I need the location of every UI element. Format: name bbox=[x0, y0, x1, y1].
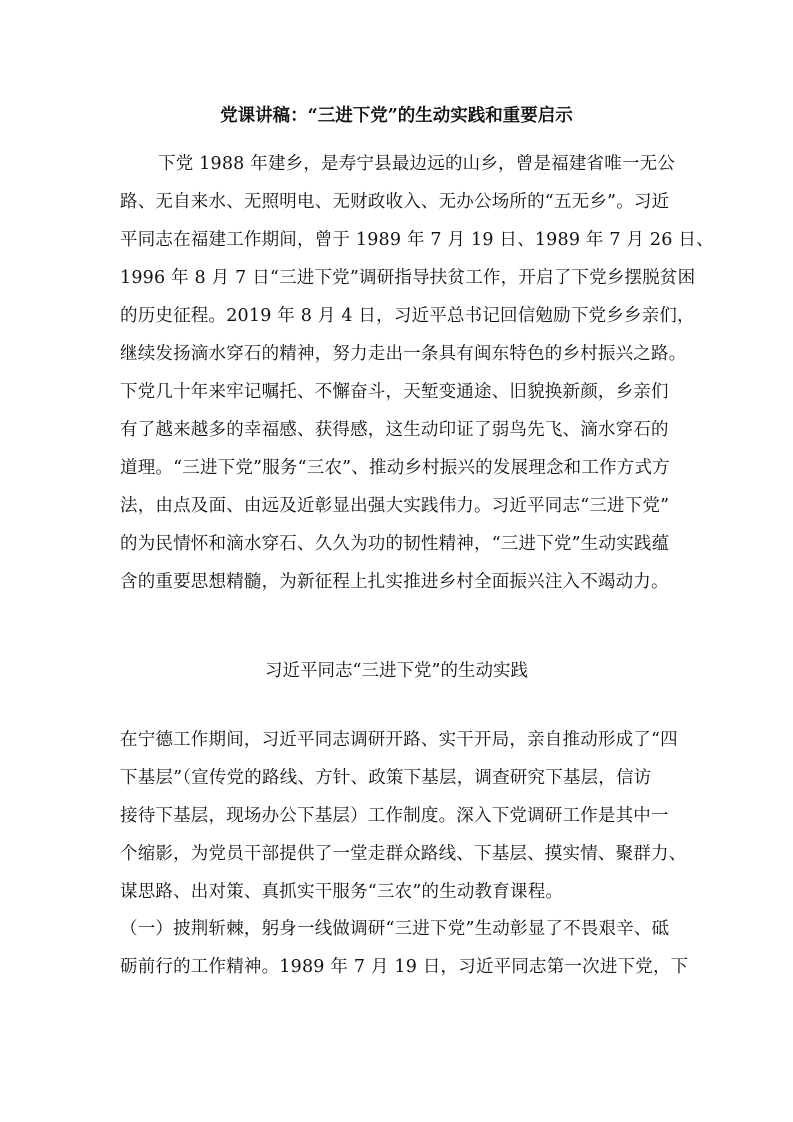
intro-line: 的为民情怀和滴水穿石、久久为功的韧性精神，“三进下党”生动实践蕴 bbox=[120, 534, 670, 554]
intro-line: 有了越来越多的幸福感、获得感，这生动印证了弱鸟先飞、滴水穿石的 bbox=[120, 420, 669, 440]
intro-line: 含的重要思想精髓，为新征程上扎实推进乡村全面振兴注入不竭动力。 bbox=[120, 572, 669, 592]
intro-line: 1996 年 8 月 7 日“三进下党”调研指导扶贫工作，开启了下党乡摆脱贫困 bbox=[120, 268, 696, 288]
intro-line: 平同志在福建工作期间，曾于 1989 年 7 月 19 日、1989 年 7 月 26 日、 bbox=[120, 230, 714, 250]
section-line: 在宁德工作期间，习近平同志调研开路、实干开局，亲自推动形成了“四 bbox=[120, 730, 678, 750]
section-line: 砺前行的工作精神。1989 年 7 月 19 日，习近平同志第一次进下党，下 bbox=[120, 957, 689, 977]
section-line: 接待下基层，现场办公下基层）工作制度。深入下党调研工作是其中一 bbox=[120, 806, 669, 826]
section-line: 谋思路、出对策、真抓实干服务“三农”的生动教育课程。 bbox=[120, 882, 564, 902]
section-line: 个缩影，为党员干部提供了一堂走群众路线、下基层、摸实情、聚群力、 bbox=[120, 844, 687, 864]
section-line: 下基层”（宣传党的路线、方针、政策下基层，调查研究下基层，信访 bbox=[120, 768, 652, 788]
intro-line: 法，由点及面、由远及近彰显出强大实践伟力。习近平同志“三进下党” bbox=[120, 496, 670, 516]
intro-line: 的历史征程。2019 年 8 月 4 日，习近平总书记回信勉励下党乡乡亲们， bbox=[120, 306, 695, 326]
intro-line: 道理。“三进下党”服务“三农”、推动乡村振兴的发展理念和工作方式方 bbox=[120, 458, 670, 478]
section-heading: 习近平同志“三进下党”的生动实践 bbox=[265, 661, 528, 681]
section-line: （一）披荆斩棘，躬身一线做调研“三进下党”生动彰显了不畏艰辛、砥 bbox=[120, 919, 670, 939]
intro-line: 下党 1988 年建乡，是寿宁县最边远的山乡，曾是福建省唯一无公 bbox=[158, 154, 676, 174]
intro-line: 继续发扬滴水穿石的精神，努力走出一条具有闽东特色的乡村振兴之路。 bbox=[120, 344, 687, 364]
intro-line: 路、无自来水、无照明电、无财政收入、无办公场所的“五无乡”。习近 bbox=[120, 192, 670, 212]
intro-line: 下党几十年来牢记嘱托、不懈奋斗，天堑变通途、旧貌换新颜，乡亲们 bbox=[120, 382, 669, 402]
document-title: 党课讲稿：“三进下党”的生动实践和重要启示 bbox=[220, 106, 573, 126]
